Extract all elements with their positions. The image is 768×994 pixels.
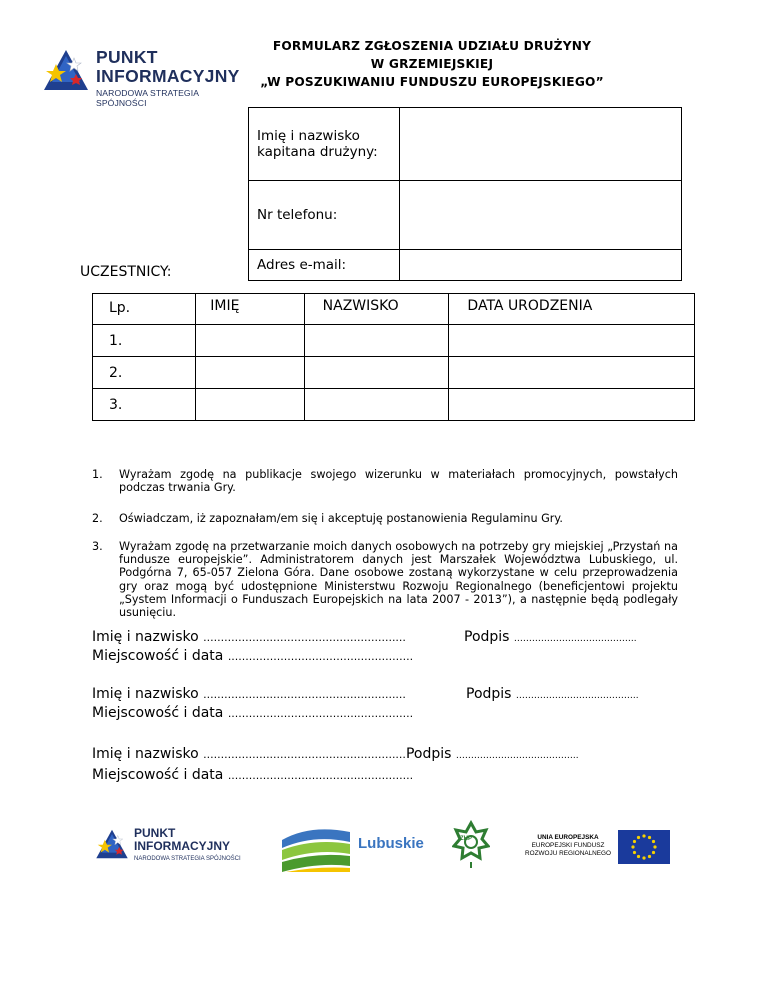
- name-label: Imię i nazwisko: [92, 746, 199, 762]
- nss-emblem-icon: [92, 822, 132, 866]
- footer-punkt-line-2: INFORMACYJNY: [134, 839, 231, 853]
- first-name-cell[interactable]: [196, 325, 304, 357]
- signature-block-3: [92, 745, 692, 785]
- consent-text: Wyrażam zgodę na przetwarzanie moich danych osobowych na potrzeby gry miejskiej „Przystań na fundusze europejskie”. Administratorem danych jest Marszałek Województwa Lubuskiego, ul. Podgórna 7, 65-057 Zielona Góra. Dane osobowe zostaną wykorzystane w celu przeprowadzenia gry oraz mogą być udostępnione Ministerstwu Rozwoju Regionalnego (beneficjentowi projektu „System Informacji o Funduszach Europejskich na lata 2007 - 2013”), a następnie będą podlegały usunięciu.: [119, 540, 678, 620]
- signature-dots[interactable]: …………………………………..: [513, 634, 637, 644]
- place-date-label: Miejscowość i data: [92, 767, 224, 783]
- place-date-line: [92, 766, 692, 785]
- signature-line: [464, 628, 637, 649]
- signature-dots[interactable]: …………………………………..: [455, 751, 579, 761]
- captain-info-table: [248, 107, 682, 281]
- title-line-3: „W POSZUKIWANIU FUNDUSZU EUROPEJSKIEGO”: [260, 75, 604, 89]
- logo-line-3: NARODOWA STRATEGIA SPÓJNOŚCI: [96, 88, 199, 108]
- form-title: [240, 37, 624, 91]
- last-name-cell[interactable]: [304, 325, 449, 357]
- col-header-nazwisko: NAZWISKO: [304, 294, 449, 325]
- phone-label: Nr telefonu:: [249, 181, 400, 250]
- signature-line: [466, 685, 639, 706]
- punkt-informacyjny-logo: [38, 42, 248, 108]
- name-label: Imię i nazwisko: [92, 629, 199, 645]
- zhp-text: ZHP: [460, 836, 472, 842]
- captain-name-field[interactable]: [400, 108, 682, 181]
- consent-number: 1.: [92, 468, 103, 481]
- last-name-cell[interactable]: [304, 389, 449, 421]
- title-line-1: FORMULARZ ZGŁOSZENIA UDZIAŁU DRUŻYNY: [272, 39, 592, 53]
- signature-label: Podpis: [464, 629, 510, 645]
- table-row: [93, 325, 695, 357]
- name-dots[interactable]: ..........................................................: [203, 748, 406, 761]
- signature-block-2: [92, 685, 692, 723]
- captain-name-label-line-2: kapitana drużyny:: [257, 144, 378, 160]
- participants-table: [92, 293, 695, 421]
- col-header-imie: IMIĘ: [196, 294, 304, 325]
- name-dots[interactable]: ..........................................................: [203, 688, 406, 701]
- consent-text: Wyrażam zgodę na publikacje swojego wizerunku w materiałach promocyjnych, powstałych podczas trwania Gry.: [119, 468, 678, 495]
- eu-flag-icon: [618, 830, 670, 864]
- eu-text-line-2: EUROPEJSKI FUNDUSZ: [531, 842, 605, 849]
- title-line-2: W GRZEMIEJSKIEJ: [370, 57, 494, 71]
- lubuskie-text: Lubuskie: [358, 835, 424, 852]
- last-name-cell[interactable]: [304, 357, 449, 389]
- col-header-data-urodzenia: DATA URODZENIA: [449, 294, 695, 325]
- eu-text-line-1: UNIA EUROPEJSKA: [537, 834, 599, 841]
- participants-heading: UCZESTNICY:: [80, 264, 172, 280]
- birth-date-cell[interactable]: [449, 389, 695, 421]
- zhp-scout-cross-icon: [452, 820, 490, 870]
- consent-number: 2.: [92, 512, 103, 525]
- name-label: Imię i nazwisko: [92, 686, 199, 702]
- row-number: 2.: [93, 357, 196, 389]
- footer-punkt-line-3: NARODOWA STRATEGIA SPÓJNOŚCI: [134, 856, 241, 862]
- birth-date-cell[interactable]: [449, 357, 695, 389]
- lubuskie-waves-icon: [280, 822, 352, 874]
- place-date-label: Miejscowość i data: [92, 705, 224, 721]
- name-line: [92, 745, 692, 766]
- col-header-lp: Lp.: [93, 294, 196, 325]
- logo-line-1: PUNKT: [96, 47, 158, 67]
- place-date-dots[interactable]: .....................................................: [227, 769, 414, 782]
- place-date-dots[interactable]: .....................................................: [227, 707, 414, 720]
- nss-emblem-icon: [38, 42, 94, 98]
- signature-dots[interactable]: …………………………………..: [515, 691, 639, 701]
- footer-logos: [92, 818, 678, 878]
- signature-label: Podpis: [466, 686, 512, 702]
- place-date-dots[interactable]: .....................................................: [227, 650, 414, 663]
- consent-number: 3.: [92, 540, 103, 553]
- email-label: Adres e-mail:: [249, 250, 400, 281]
- birth-date-cell[interactable]: [449, 325, 695, 357]
- eu-text: [522, 834, 614, 858]
- place-date-label: Miejscowość i data: [92, 648, 224, 664]
- first-name-cell[interactable]: [196, 357, 304, 389]
- captain-name-label: [249, 108, 400, 181]
- footer-punkt-line-1: PUNKT: [134, 826, 176, 840]
- row-number: 3.: [93, 389, 196, 421]
- table-row: [93, 357, 695, 389]
- email-field[interactable]: [400, 250, 682, 281]
- captain-name-label-line-1: Imię i nazwisko: [257, 128, 360, 144]
- signature-label: Podpis: [405, 746, 452, 762]
- logo-line-2: INFORMACYJNY: [96, 66, 240, 86]
- signature-block-1: [92, 628, 692, 666]
- place-date-line: [92, 704, 692, 723]
- place-date-line: [92, 647, 692, 666]
- eu-text-line-3: ROZWOJU REGIONALNEGO: [525, 850, 611, 857]
- name-dots[interactable]: ..........................................................: [203, 631, 406, 644]
- consent-text: Oświadczam, iż zapoznałam/em się i akceptuję postanowienia Regulaminu Gry.: [119, 512, 563, 525]
- first-name-cell[interactable]: [196, 389, 304, 421]
- row-number: 1.: [93, 325, 196, 357]
- table-row: [93, 389, 695, 421]
- phone-field[interactable]: [400, 181, 682, 250]
